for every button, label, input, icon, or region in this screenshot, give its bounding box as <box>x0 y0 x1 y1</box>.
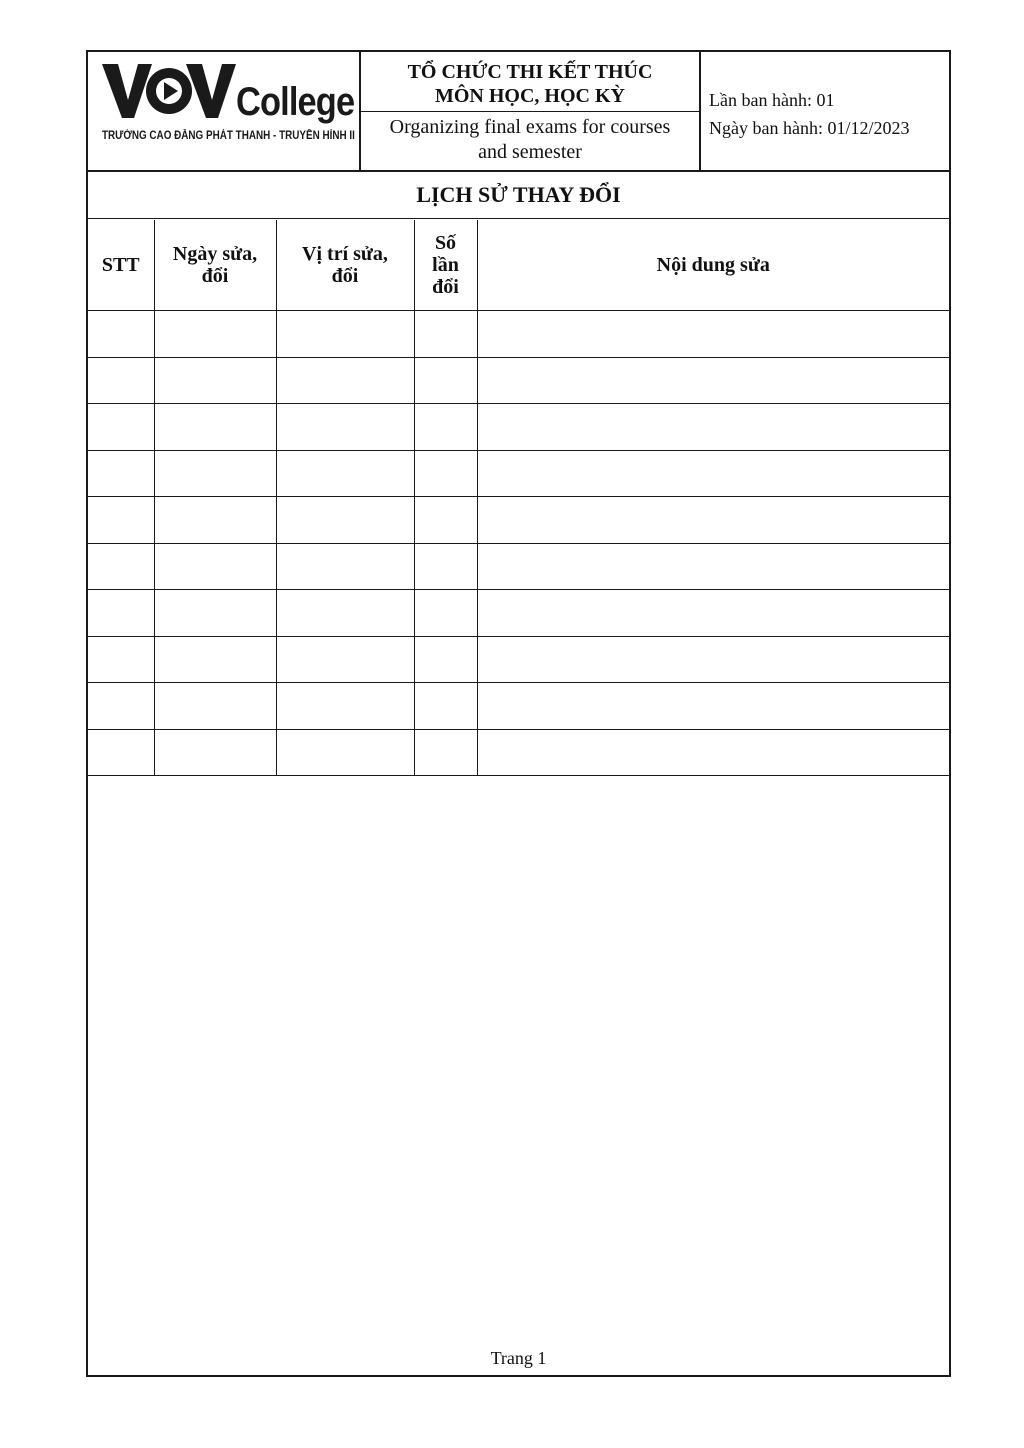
issue-info-cell <box>701 52 949 170</box>
cell-content <box>477 404 949 451</box>
title-vn-line2: MÔN HỌC, HỌC KỲ <box>435 85 625 107</box>
table-row <box>88 590 949 637</box>
cell-count <box>414 311 477 358</box>
cell-stt <box>88 729 154 776</box>
page-number: Trang 1 <box>490 1348 547 1368</box>
cell-content <box>477 729 949 776</box>
cell-position <box>276 636 414 683</box>
table-header-row <box>88 220 949 311</box>
cell-stt <box>88 543 154 590</box>
cell-stt <box>88 404 154 451</box>
header-count <box>414 220 477 311</box>
cell-position <box>276 497 414 544</box>
cell-position <box>276 311 414 358</box>
table-row <box>88 683 949 730</box>
table-row <box>88 450 949 497</box>
cell-date <box>154 590 276 637</box>
document-title-vietnamese <box>361 52 699 112</box>
logo-subtitle: TRƯỜNG CAO ĐẲNG PHÁT THANH - TRUYỀN HÌNH II <box>102 130 355 142</box>
cell-count <box>414 636 477 683</box>
cell-date <box>154 497 276 544</box>
header-position-line2: đổi <box>331 265 359 287</box>
header-content: Nội dung sửa <box>477 220 949 311</box>
cell-date <box>154 729 276 776</box>
cell-count <box>414 357 477 404</box>
cell-date <box>154 404 276 451</box>
document-header <box>88 52 949 172</box>
table-row <box>88 543 949 590</box>
document-title-english <box>361 112 699 165</box>
cell-position <box>276 729 414 776</box>
change-history-table <box>88 220 949 776</box>
cell-content <box>477 636 949 683</box>
header-count-line2: lần <box>432 254 459 276</box>
header-count-line3: đổi <box>432 276 459 298</box>
cell-stt <box>88 636 154 683</box>
vov-logo-icon <box>102 60 236 122</box>
header-position <box>276 220 414 311</box>
cell-position <box>276 450 414 497</box>
cell-stt <box>88 497 154 544</box>
cell-date <box>154 357 276 404</box>
cell-count <box>414 729 477 776</box>
header-date-line2: đổi <box>201 265 229 287</box>
title-en-line1: Organizing final exams for courses <box>389 116 671 138</box>
table-row <box>88 497 949 544</box>
cell-content <box>477 311 949 358</box>
cell-content <box>477 590 949 637</box>
cell-content <box>477 450 949 497</box>
title-vn-line1: TỔ CHỨC THI KẾT THÚC <box>407 61 653 83</box>
cell-date <box>154 311 276 358</box>
logo-wordmark: College <box>236 80 355 124</box>
cell-position <box>276 357 414 404</box>
cell-content <box>477 497 949 544</box>
cell-stt <box>88 357 154 404</box>
cell-position <box>276 404 414 451</box>
table-row <box>88 357 949 404</box>
cell-date <box>154 683 276 730</box>
cell-date <box>154 450 276 497</box>
cell-content <box>477 357 949 404</box>
cell-position <box>276 590 414 637</box>
cell-count <box>414 450 477 497</box>
issue-number: Lần ban hành: 01 <box>709 90 835 110</box>
cell-content <box>477 543 949 590</box>
cell-count <box>414 590 477 637</box>
cell-stt <box>88 311 154 358</box>
cell-position <box>276 543 414 590</box>
cell-count <box>414 683 477 730</box>
cell-content <box>477 683 949 730</box>
cell-count <box>414 404 477 451</box>
header-date <box>154 220 276 311</box>
table-row <box>88 729 949 776</box>
header-count-line1: Số <box>434 232 457 254</box>
table-row <box>88 636 949 683</box>
cell-date <box>154 543 276 590</box>
header-date-line1: Ngày sửa, <box>172 243 258 265</box>
table-row <box>88 404 949 451</box>
cell-position <box>276 683 414 730</box>
cell-stt <box>88 450 154 497</box>
cell-stt <box>88 683 154 730</box>
cell-date <box>154 636 276 683</box>
logo-cell <box>88 52 361 170</box>
table-row <box>88 311 949 358</box>
document-title-cell <box>361 52 701 170</box>
cell-count <box>414 497 477 544</box>
cell-stt <box>88 590 154 637</box>
header-stt: STT <box>88 220 154 311</box>
section-title: LỊCH SỬ THAY ĐỔI <box>88 172 949 219</box>
document-frame <box>86 50 951 1377</box>
title-en-line2: and semester <box>478 141 582 163</box>
cell-count <box>414 543 477 590</box>
issue-date: Ngày ban hành: 01/12/2023 <box>709 118 910 138</box>
header-position-line1: Vị trí sửa, <box>302 243 388 265</box>
